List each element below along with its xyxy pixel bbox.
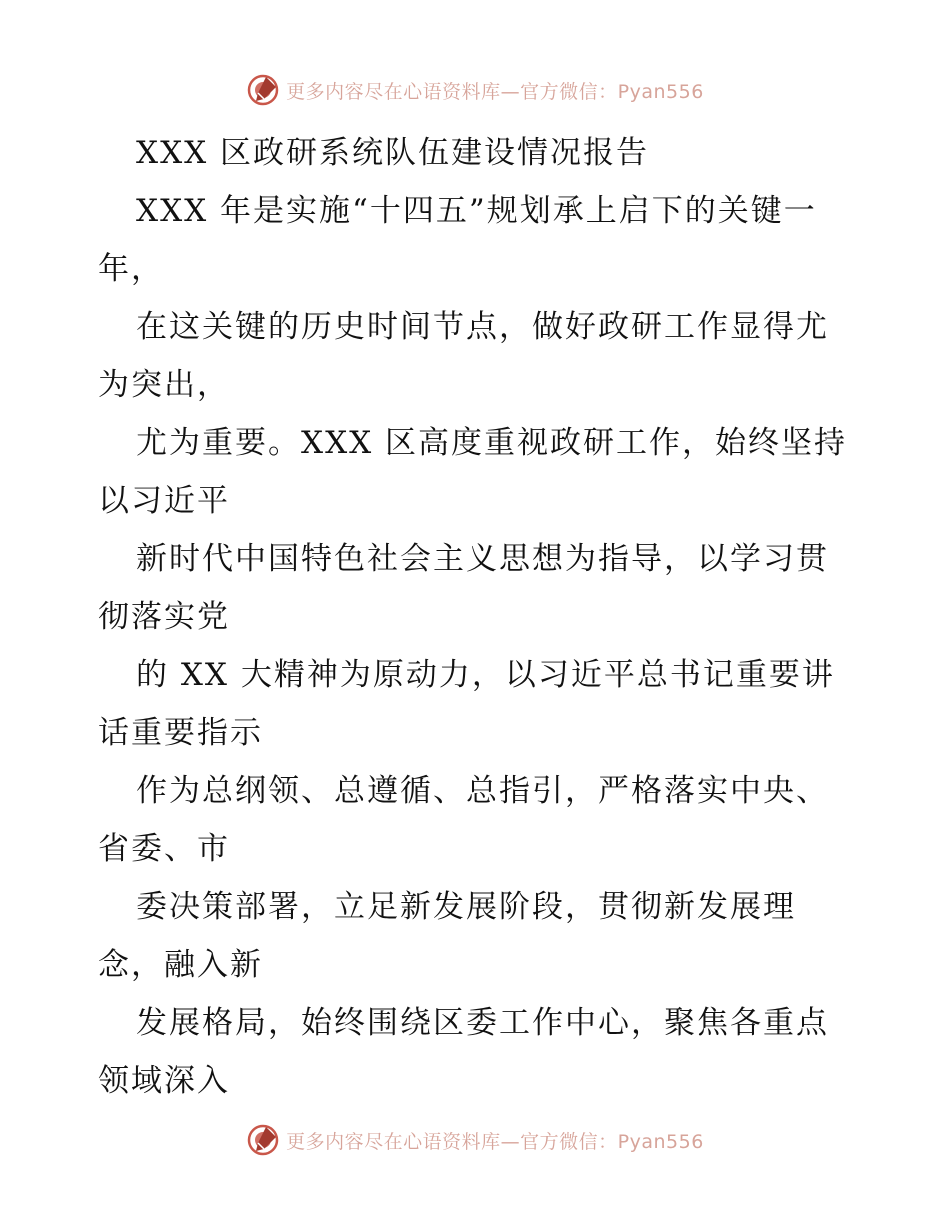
text-line: 的 XX 大精神为原动力，以习近平总书记重要讲 <box>136 657 835 693</box>
text-line: 话重要指示 <box>98 715 263 751</box>
text-line: 尤为重要。XXX 区高度重视政研工作，始终坚持 <box>136 425 848 461</box>
text-line: 彻落实党 <box>98 599 230 635</box>
header-banner-text: 更多内容尽在心语资料库—官方微信：Pyan556 <box>286 80 704 103</box>
text-line: 作为总纲领、总遵循、总指引，严格落实中央、 <box>136 773 829 809</box>
text-line: 发展格局，始终围绕区委工作中心，聚焦各重点 <box>136 1005 829 1041</box>
text-line: 念，融入新 <box>98 947 263 983</box>
pen-logo-icon <box>246 73 280 107</box>
text-line: 以习近平 <box>98 483 230 519</box>
text-line: 在这关键的历史时间节点，做好政研工作显得尤 <box>136 309 829 345</box>
pen-logo-icon <box>246 1123 280 1157</box>
document-title: XXX 区政研系统队伍建设情况报告 <box>136 135 650 171</box>
footer-banner <box>0 1122 950 1158</box>
text-line: 新时代中国特色社会主义思想为指导，以学习贯 <box>136 541 829 577</box>
text-line: 委决策部署，立足新发展阶段，贯彻新发展理 <box>136 889 796 925</box>
header-banner <box>0 72 950 108</box>
text-line: XXX 年是实施“十四五”规划承上启下的关键一 <box>136 193 817 229</box>
text-line: 为突出， <box>98 367 230 403</box>
footer-banner-text: 更多内容尽在心语资料库—官方微信：Pyan556 <box>286 1130 704 1153</box>
text-line: 省委、市 <box>98 831 230 867</box>
text-line: 年， <box>98 251 164 287</box>
document-body <box>98 124 858 1110</box>
text-line: 领域深入 <box>98 1063 230 1099</box>
